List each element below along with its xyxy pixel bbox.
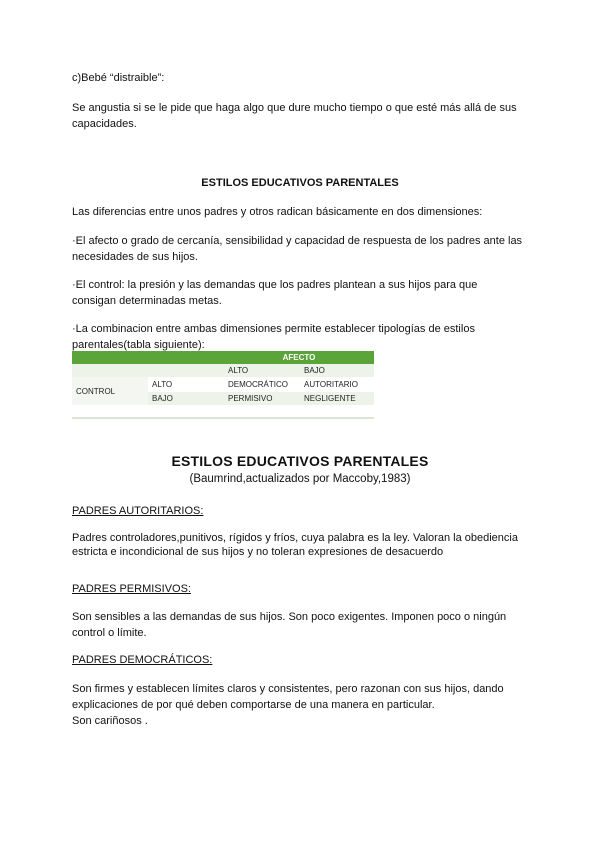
paragraph-line: Son firmes y establecen límites claros y consistentes, pero razonan con sus hijos, dando xyxy=(72,683,504,695)
table-header-row xyxy=(72,351,374,364)
bullet-line: consigan determinadas metas. xyxy=(72,295,222,307)
affect-header: AFECTO xyxy=(224,351,374,364)
bullet-combination xyxy=(72,321,532,353)
paragraph-permissive xyxy=(72,609,532,641)
cell-authoritarian: AUTORITARIO xyxy=(300,377,374,392)
affect-low: BAJO xyxy=(300,364,374,377)
heading-authoritarian: PADRES AUTORITARIOS: xyxy=(72,505,204,517)
bullet-line: necesidades de sus hijos. xyxy=(72,251,198,263)
control-low: BAJO xyxy=(148,392,224,405)
table-header-empty xyxy=(72,351,148,364)
bullet-line: ·El control: la presión y las demandas que los padres plantean a sus hijos para que xyxy=(72,279,478,291)
bullet-line: ·El afecto o grado de cercanía, sensibilidad y capacidad de respuesta de los padres ante las xyxy=(72,235,523,247)
intro-paragraph xyxy=(72,100,532,132)
cell-permissive: PERMISIVO xyxy=(224,392,300,405)
paragraph-democratic xyxy=(72,681,532,729)
table-header-empty xyxy=(148,351,224,364)
intro-label: c)Bebé “distraible”: xyxy=(72,72,165,84)
section2-subtitle: (Baumrind,actualizados por Maccoby,1983) xyxy=(189,473,411,485)
control-high: ALTO xyxy=(148,377,224,392)
intro-line: capacidades. xyxy=(72,118,137,130)
table-bottom-rule xyxy=(72,417,374,419)
table-cell-empty xyxy=(72,364,148,377)
paragraph-line: Son cariñosos . xyxy=(72,715,148,727)
section2-title: ESTILOS EDUCATIVOS PARENTALES xyxy=(171,453,429,469)
bullet-control xyxy=(72,277,532,309)
bullet-line: parentales(tabla siguiente): xyxy=(72,339,205,351)
bullet-affect xyxy=(72,233,532,265)
parenting-styles-table xyxy=(72,351,374,405)
paragraph-line: explicaciones de por qué deben comportarse de una manera en particular. xyxy=(72,699,435,711)
paragraph-line: Padres controladores,punitivos, rígidos y fríos, cuya palabra es la ley. Valoran la obediencia xyxy=(72,532,518,544)
cell-negligent: NEGLIGENTE xyxy=(300,392,374,405)
paragraph-line: Son sensibles a las demandas de sus hijos. Son poco exigentes. Imponen poco o ningún xyxy=(72,611,507,623)
table-cell-empty xyxy=(148,364,224,377)
heading-democratic: PADRES DEMOCRÁTICOS: xyxy=(72,654,213,666)
cell-democratic: DEMOCRÁTICO xyxy=(224,377,300,392)
section1-title: ESTILOS EDUCATIVOS PARENTALES xyxy=(201,177,399,189)
affect-high: ALTO xyxy=(224,364,300,377)
table-row xyxy=(72,377,374,392)
paragraph-authoritarian xyxy=(72,531,532,559)
paragraph-line: control o límite. xyxy=(72,627,147,639)
paragraph-line: estricta e incondicional de sus hijos y no toleran expresiones de desacuerdo xyxy=(72,546,444,558)
bullet-line: ·La combinacion entre ambas dimensiones permite establecer tipologías de estilos xyxy=(72,323,475,335)
heading-permissive: PADRES PERMISIVOS: xyxy=(72,583,191,595)
intro-line: Se angustia si se le pide que haga algo que dure mucho tiempo o que esté más allá de sus xyxy=(72,102,517,114)
section1-lead: Las diferencias entre unos padres y otros radican básicamente en dos dimensiones: xyxy=(72,206,483,218)
control-label: CONTROL xyxy=(72,377,148,405)
table-row xyxy=(72,364,374,377)
